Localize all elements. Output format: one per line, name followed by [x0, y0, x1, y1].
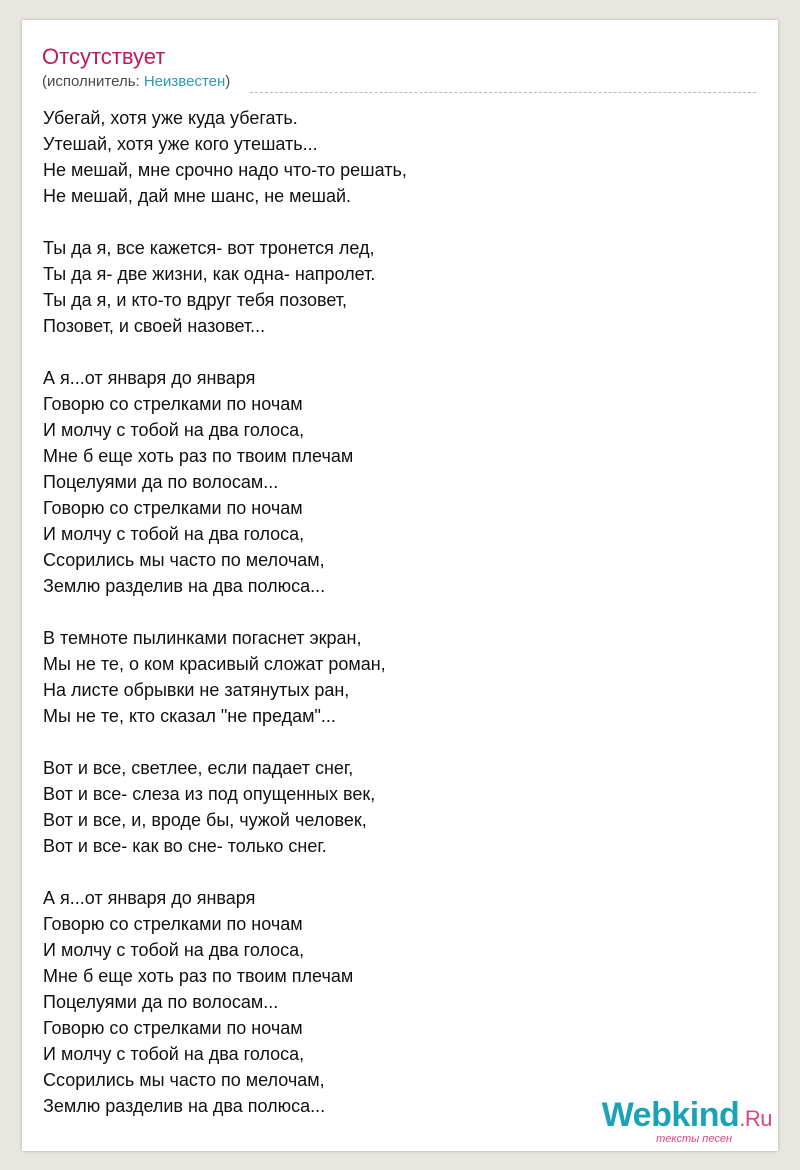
- lyric-line: Ссорились мы часто по мелочам,: [43, 1070, 325, 1090]
- lyric-line: Мы не те, кто сказал "не предам"...: [43, 706, 336, 726]
- lyric-line: Ты да я- две жизни, как одна- напролет.: [43, 264, 376, 284]
- site-logo[interactable]: [602, 1098, 772, 1145]
- lyric-line: Вот и все, и, вроде бы, чужой человек,: [43, 810, 367, 830]
- lyric-line: Ты да я, все кажется- вот тронется лед,: [43, 238, 375, 258]
- lyric-line: И молчу с тобой на два голоса,: [43, 420, 305, 440]
- lyric-line: А я...от января до января: [43, 888, 256, 908]
- lyric-line: Мне б еще хоть раз по твоим плечам: [43, 446, 354, 466]
- stanza-gap: [43, 859, 407, 885]
- lyric-line: Землю разделив на два полюса...: [43, 576, 326, 596]
- lyric-line: Вот и все- слеза из под опущенных век,: [43, 784, 376, 804]
- lyric-line: Говорю со стрелками по ночам: [43, 498, 303, 518]
- lyric-line: И молчу с тобой на два голоса,: [43, 940, 305, 960]
- lyric-line: Поцелуями да по волосам...: [43, 992, 279, 1012]
- lyric-line: Говорю со стрелками по ночам: [43, 914, 303, 934]
- title-divider: [250, 92, 756, 93]
- lyric-line: Не мешай, дай мне шанс, не мешай.: [43, 186, 352, 206]
- stanza-gap: [43, 339, 407, 365]
- lyric-line: Утешай, хотя уже кого утешать...: [43, 134, 318, 154]
- lyrics-card: [22, 20, 778, 1151]
- lyric-line: Поцелуями да по волосам...: [43, 472, 279, 492]
- lyric-line: А я...от января до января: [43, 368, 256, 388]
- lyric-line: Ссорились мы часто по мелочам,: [43, 550, 325, 570]
- lyric-line: Землю разделив на два полюса...: [43, 1096, 326, 1116]
- lyric-line: Ты да я, и кто-то вдруг тебя позовет,: [43, 290, 348, 310]
- lyric-line: Позовет, и своей назовет...: [43, 316, 266, 336]
- lyric-line: Говорю со стрелками по ночам: [43, 394, 303, 414]
- lyric-line: Мы не те, о ком красивый сложат роман,: [43, 654, 386, 674]
- lyric-line: Убегай, хотя уже куда убегать.: [43, 108, 298, 128]
- stanza-gap: [43, 599, 407, 625]
- lyrics-text: [43, 105, 407, 1119]
- artist-suffix: ): [225, 73, 231, 90]
- lyric-line: Мне б еще хоть раз по твоим плечам: [43, 966, 354, 986]
- lyric-line: Говорю со стрелками по ночам: [43, 1018, 303, 1038]
- lyric-line: И молчу с тобой на два голоса,: [43, 524, 305, 544]
- lyric-line: Вот и все, светлее, если падает снег,: [43, 758, 354, 778]
- artist-link[interactable]: Неизвестен: [143, 73, 226, 90]
- lyric-line: На листе обрывки не затянутых ран,: [43, 680, 350, 700]
- lyric-line: Вот и все- как во сне- только снег.: [43, 836, 327, 856]
- logo-main-text: Webkind: [601, 1096, 740, 1134]
- lyric-line: В темноте пылинками погаснет экран,: [43, 628, 362, 648]
- artist-line: [42, 73, 230, 91]
- lyric-line: И молчу с тобой на два голоса,: [43, 1044, 305, 1064]
- stanza-gap: [43, 729, 407, 755]
- logo-suffix-text: .Ru: [739, 1106, 772, 1131]
- lyric-line: Не мешай, мне срочно надо что-то решать,: [43, 160, 407, 180]
- logo-tagline: тексты песен: [656, 1133, 732, 1145]
- stanza-gap: [43, 209, 407, 235]
- artist-prefix: (исполнитель:: [42, 73, 144, 90]
- song-title: Отсутствует: [42, 44, 166, 69]
